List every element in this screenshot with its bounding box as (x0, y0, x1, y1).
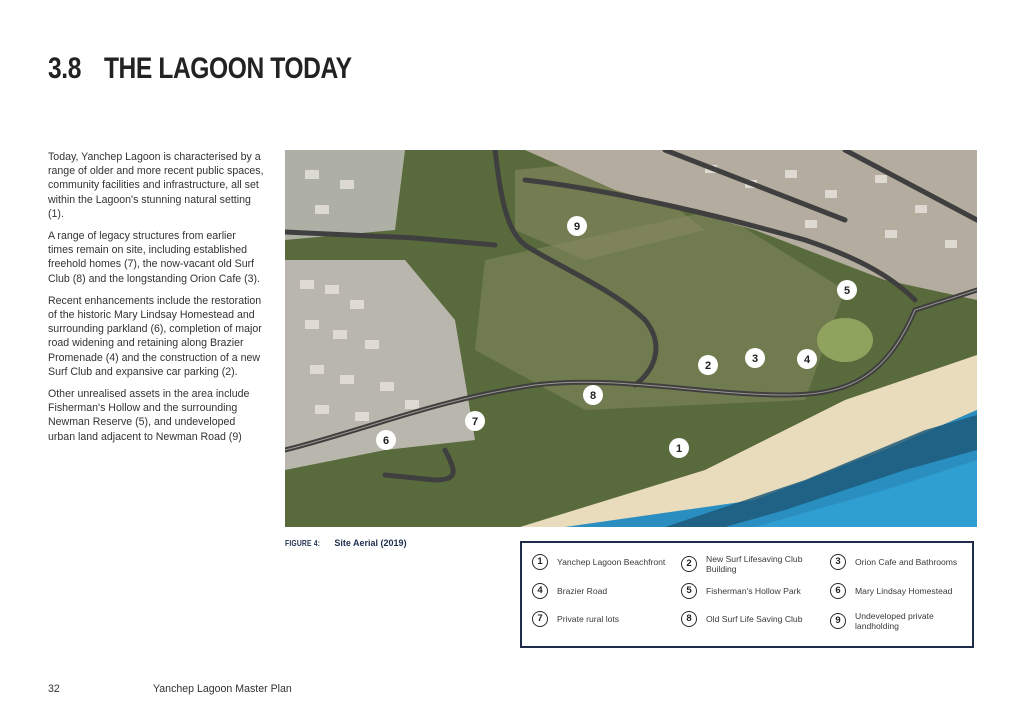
body-text (48, 150, 264, 452)
section-title: THE LAGOON TODAY (103, 52, 352, 85)
legend-label: New Surf Lifesaving Club Building (706, 554, 803, 574)
paragraph: Other unrealised assets in the area include Fisherman's Hollow and the surrounding Newman Reserve (5), and undeveloped urban land adjacent to Newman Road (9) (48, 388, 250, 443)
svg-text:9: 9 (573, 221, 581, 233)
marker-2[interactable] (698, 355, 718, 375)
legend-item (532, 611, 670, 627)
legend-item (830, 583, 972, 599)
figure-label: FIGURE 4: (285, 539, 321, 548)
page-number: 32 (48, 683, 60, 695)
page-title (48, 52, 352, 86)
legend-label: Mary Lindsay Homestead (855, 586, 953, 596)
svg-text:1: 1 (675, 443, 683, 455)
svg-text:3: 3 (751, 353, 759, 365)
legend-label: Undeveloped private landholding (855, 611, 934, 631)
legend-label: Old Surf Life Saving Club (706, 614, 803, 624)
legend-number-circle: 9 (830, 613, 846, 629)
marker-5[interactable] (837, 280, 857, 300)
legend-item (532, 583, 670, 599)
legend-label: Fisherman's Hollow Park (706, 586, 801, 596)
marker-6[interactable] (376, 430, 396, 450)
legend-item (681, 611, 821, 627)
figure-caption-text: Site Aerial (2019) (334, 538, 407, 548)
legend-number-circle: 5 (681, 583, 697, 599)
svg-text:2: 2 (704, 360, 712, 372)
section-number: 3.8 (48, 52, 81, 85)
legend-number-circle: 1 (532, 554, 548, 570)
paragraph: Recent enhancements include the restoration of the historic Mary Lindsay Homestead and surrounding parkland (6), completion of major road widening and retaining along Brazier Promenade (4) and the construction of a new Surf Club and expansive car parking (2). (48, 294, 262, 378)
marker-7[interactable] (465, 411, 485, 431)
document-title: Yanchep Lagoon Master Plan (153, 683, 292, 695)
figure-caption (285, 538, 407, 548)
marker-1[interactable] (669, 438, 689, 458)
svg-text:6: 6 (382, 435, 390, 447)
paragraph: Today, Yanchep Lagoon is characterised by a range of older and more recent public spaces, community facilities and infrastructure, all set within the Lagoon's stunning natural setting (1). (48, 151, 264, 220)
legend-label: Private rural lots (557, 614, 620, 624)
urban-area (285, 150, 405, 240)
legend-number-circle: 8 (681, 611, 697, 627)
map-legend (520, 541, 974, 648)
legend-label: Yanchep Lagoon Beachfront (557, 557, 666, 567)
marker-3[interactable] (745, 348, 765, 368)
svg-text:7: 7 (471, 416, 479, 428)
legend-number-circle: 3 (830, 554, 846, 570)
svg-text:8: 8 (589, 390, 597, 402)
legend-item (830, 554, 972, 570)
paragraph: A range of legacy structures from earlier times remain on site, including established freehold homes (7), the now-vacant old Surf Club (8) and the longstanding Orion Cafe (3). (48, 230, 260, 285)
marker-4[interactable] (797, 349, 817, 369)
marker-9[interactable] (567, 216, 587, 236)
svg-text:5: 5 (843, 285, 851, 297)
legend-label: Brazier Road (557, 586, 608, 596)
legend-number-circle: 4 (532, 583, 548, 599)
site-aerial-image (285, 150, 977, 527)
legend-label: Orion Cafe and Bathrooms (855, 557, 958, 567)
legend-item (681, 554, 821, 574)
legend-number-circle: 7 (532, 611, 548, 627)
marker-8[interactable] (583, 385, 603, 405)
svg-text:4: 4 (803, 354, 811, 366)
legend-item (830, 611, 940, 631)
legend-number-circle: 2 (681, 556, 697, 572)
park-area (817, 318, 873, 362)
legend-number-circle: 6 (830, 583, 846, 599)
legend-item (681, 583, 821, 599)
legend-item (532, 554, 670, 570)
aerial-map (285, 150, 977, 527)
